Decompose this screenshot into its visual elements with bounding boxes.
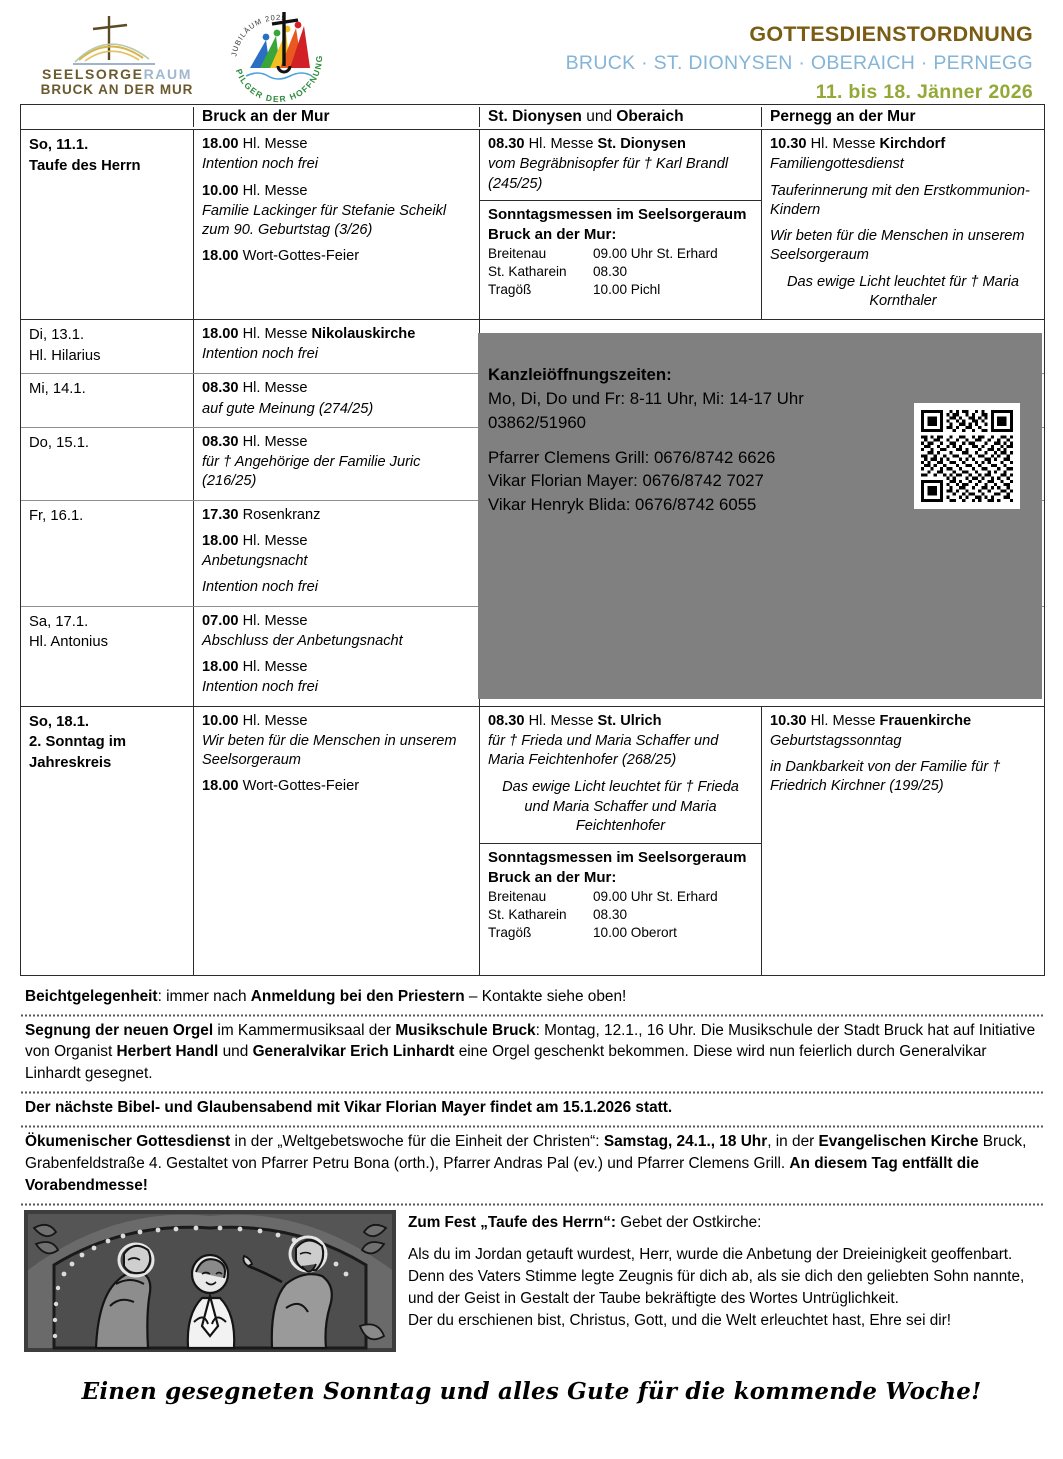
- qr-code-icon: [921, 410, 1013, 502]
- bruck-cell: 18.00 Hl. Messe Nikolauskirche Intention noch frei: [193, 320, 479, 373]
- notice-bibelabend: [20, 1095, 1043, 1122]
- notice-text-run: An diesem Tag entfällt die Vorabendmesse!: [25, 1154, 979, 1194]
- notice-text-run: Der nächste Bibel- und Glaubensabend mit Vikar Florian Mayer findet am 15.1.2026 statt.: [25, 1099, 673, 1117]
- contact-pfarrer-grill: Pfarrer Clemens Grill: 0676/8742 6626: [488, 447, 776, 467]
- notice-oekumenischer-gottesdienst: [20, 1129, 1043, 1200]
- page-header: [20, 0, 1043, 104]
- submass-row: St. Katharein 08.30: [488, 907, 628, 923]
- notice-text-run: Anmeldung bei den Priestern: [250, 987, 465, 1005]
- notice-text-run: Evangelischen Kirche: [818, 1133, 979, 1151]
- submass-row: Breitenau 09.00 Uhr St. Erhard: [488, 889, 718, 905]
- table-row: [21, 707, 1044, 975]
- seelsorgeraum-place: BRUCK AN DER MUR: [40, 82, 194, 98]
- divider: [20, 1012, 1043, 1017]
- date-range: 11. bis 18. Jänner 2026: [815, 81, 1033, 104]
- office-phone: 03862/51960: [488, 412, 586, 432]
- notice-text-run: : Montag, 12.1., 16 Uhr. Die Musikschule der Stadt Bruck hat auf Initiative von Organist: [25, 1021, 1036, 1061]
- header-title-block: [566, 6, 1043, 108]
- table-header-row: [21, 105, 1044, 130]
- prayer-line-3: Der du erschienen bist, Christus, Gott, und die Welt erleuchtet hast, Ehre sei dir!: [408, 1311, 952, 1329]
- seelsorgeraum-wordmark: SEELSORGERAUM: [42, 66, 192, 82]
- pernegg-cell: 10.30 Hl. Messe Kirchdorf Familiengottesdienst Tauferinnerung mit den Erstkommunion-Kindern Wir beten für die Menschen in unserem Seelsorgeraum Das ewige Licht leuchtet für † Maria Kornthaler: [761, 130, 1044, 319]
- day-cell: So, 18.1. 2. Sonntag im Jahreskreis: [29, 713, 127, 772]
- sunday-masses-box: Sonntagsmessen im Seelsorgeraum Bruck an der Mur: Breitenau 09.00 Uhr St. Erhard St. Katharein 08.30 Tragöß 10.00 Oberort: [480, 843, 761, 946]
- submass-row: Tragöß 10.00 Oberort: [488, 925, 677, 941]
- divider: [20, 1201, 1043, 1206]
- notice-text-run: in der „Weltgebetswoche für die Einheit der Christen“:: [230, 1133, 604, 1151]
- submass-row: Tragöß 10.00 Pichl: [488, 282, 661, 298]
- notice-beichtgelegenheit: [20, 984, 1043, 1011]
- dionysen-cell: 08.30 Hl. Messe St. Ulrich für † Frieda und Maria Schaffer und Maria Feichtenhofer (268/25) Das ewige Licht leuchtet für † Frieda und Maria Schaffer und Maria Feichtenhofer Sonntagsmessen im Seelsorgeraum Bruck an der Mur: Breitenau 09.00 Uhr St. Erhard St. Katharein 08.30 Tragöß 10.00 Oberort: [479, 707, 761, 975]
- notice-orgelsegnung: [20, 1018, 1043, 1089]
- service-schedule-table: [20, 104, 1045, 976]
- cross-rays-icon: [69, 14, 165, 66]
- day-cell: Di, 13.1. Hl. Hilarius: [29, 327, 101, 364]
- notices-section: [20, 984, 1043, 1206]
- notice-text-run: eine Orgel geschenkt bekommen. Diese wird nun feierlich durch Generalvikar Linhardt gesegnet.: [25, 1043, 987, 1083]
- header-cell-dionysen-oberaich: St. Dionysen und Oberaich: [479, 107, 761, 127]
- sunday-masses-box: Sonntagsmessen im Seelsorgeraum Bruck an der Mur: Breitenau 09.00 Uhr St. Erhard St. Katharein 08.30 Tragöß 10.00 Pichl: [480, 200, 761, 303]
- bruck-cell: 08.30 Hl. Messe für † Angehörige der Familie Juric (216/25): [193, 428, 479, 500]
- notice-text-run: im Kammermusiksaal der: [213, 1021, 396, 1039]
- jubilaeum-pilger-logo-icon: [222, 6, 334, 104]
- feast-prayer-text: [408, 1210, 1039, 1352]
- office-hours-heading: Kanzleiöffnungszeiten:: [488, 365, 672, 384]
- notice-text-run: , in der: [767, 1133, 819, 1151]
- notice-text-run: – Kontakte siehe oben!: [464, 987, 627, 1005]
- bruck-cell: 18.00 Hl. Messe Intention noch frei 10.00 Hl. Messe Familie Lackinger für Stefanie Scheikl zum 90. Geburtstag (3/26) 18.00 Wort-Gottes-Feier: [193, 130, 479, 319]
- day-cell: Mi, 14.1.: [29, 381, 86, 398]
- header-cell-pernegg: Pernegg an der Mur: [761, 107, 1044, 127]
- notice-text-run: : immer nach: [157, 987, 251, 1005]
- office-info-block: [478, 333, 1042, 699]
- contact-vikar-blida: Vikar Henryk Blida: 0676/8742 6055: [488, 495, 757, 515]
- logo-group: [20, 6, 334, 104]
- table-row: [21, 130, 1044, 320]
- page-title: GOTTESDIENSTORDNUNG: [749, 22, 1033, 46]
- bruck-cell: 10.00 Hl. Messe Wir beten für die Menschen in unserem Seelsorgeraum 18.00 Wort-Gottes-Feier: [193, 707, 479, 975]
- notice-text-run: Ökumenischer Gottesdienst: [25, 1133, 231, 1151]
- contact-vikar-mayer: Vikar Florian Mayer: 0676/8742 7027: [488, 471, 764, 491]
- closing-blessing: Einen gesegneten Sonntag und alles Gute für die kommende Woche!: [81, 1377, 982, 1405]
- baptism-stained-glass-image: [24, 1210, 396, 1352]
- bruck-cell: 08.30 Hl. Messe auf gute Meinung (274/25): [193, 374, 479, 427]
- parish-subtitle: BRUCK · ST. DIONYSEN · OBERAICH · PERNEGG: [565, 52, 1033, 75]
- dionysen-cell: 08.30 Hl. Messe St. Dionysen vom Begräbnisopfer für † Karl Brandl (245/25) Sonntagsmessen im Seelsorgeraum Bruck an der Mur: Breitenau 09.00 Uhr St. Erhard St. Katharein 08.30 Tragöß 10.00 Pichl: [479, 130, 761, 319]
- day-cell: Fr, 16.1.: [29, 507, 84, 524]
- notice-text-run: Beichtgelegenheit: [25, 987, 158, 1005]
- feast-lead: Zum Fest „Taufe des Herrn“: Gebet der Ostkirche:: [408, 1213, 762, 1231]
- header-cell-bruck: Bruck an der Mur: [193, 107, 479, 127]
- bruck-cell: 17.30 Rosenkranz 18.00 Hl. Messe Anbetungsnacht Intention noch frei: [193, 501, 479, 606]
- submass-row: Breitenau 09.00 Uhr St. Erhard: [488, 245, 718, 261]
- day-cell: Sa, 17.1. Hl. Antonius: [29, 613, 108, 651]
- office-info-text: [478, 333, 804, 517]
- prayer-line-2: Denn des Vaters Stimme legte Zeugnis für dich ab, als sie dich den geliebten Sohn nannte, und der Geist in Gestalt der Taube bekräftigte des Wortes Untrüglichkeit.: [408, 1267, 1025, 1307]
- notice-text-run: Samstag, 24.1., 18 Uhr: [603, 1133, 768, 1151]
- qr-code[interactable]: [914, 403, 1020, 509]
- feast-section: [20, 1210, 1043, 1352]
- stained-glass-illustration-icon: [24, 1210, 396, 1352]
- bruck-cell: 07.00 Hl. Messe Abschluss der Anbetungsnacht 18.00 Hl. Messe Intention noch frei: [193, 607, 479, 706]
- prayer-line-1: Als du im Jordan getauft wurdest, Herr, wurde die Anbetung der Dreieinigkeit geoffenbart.: [408, 1245, 1013, 1263]
- submass-row: St. Katharein 08.30: [488, 263, 628, 279]
- pernegg-cell: 10.30 Hl. Messe Frauenkirche Geburtstagssonntag in Dankbarkeit von der Familie für † Friedrich Kirchner (199/25): [761, 707, 1044, 975]
- notice-text-run: Segnung der neuen Orgel: [25, 1021, 214, 1039]
- seelsorgeraum-logo: [42, 6, 192, 99]
- divider: [20, 1089, 1043, 1094]
- notice-text-run: Generalvikar Erich Linhardt: [252, 1043, 455, 1061]
- day-cell: Do, 15.1.: [29, 434, 90, 451]
- notice-text-run: Herbert Handl: [116, 1043, 219, 1061]
- office-hours: Mo, Di, Do und Fr: 8-11 Uhr, Mi: 14-17 Uhr: [488, 388, 804, 408]
- divider: [20, 1123, 1043, 1128]
- notice-text-run: Bruck, Grabenfeldstraße 4. Gestaltet von Pfarrer Petru Bona (orth.), Pfarrer Andras Pal (ev.) und Pfarrer Clemens Grill.: [25, 1133, 1027, 1172]
- notice-text-run: und: [218, 1043, 253, 1061]
- svg-text:JUBILÄUM 2025: JUBILÄUM 2025: [229, 12, 288, 58]
- day-cell: So, 11.1. Taufe des Herrn: [29, 137, 141, 174]
- svg-text:PILGER DER HOFFNUNG: PILGER DER HOFFNUNG: [233, 54, 325, 104]
- notice-text-run: Musikschule Bruck: [395, 1021, 536, 1039]
